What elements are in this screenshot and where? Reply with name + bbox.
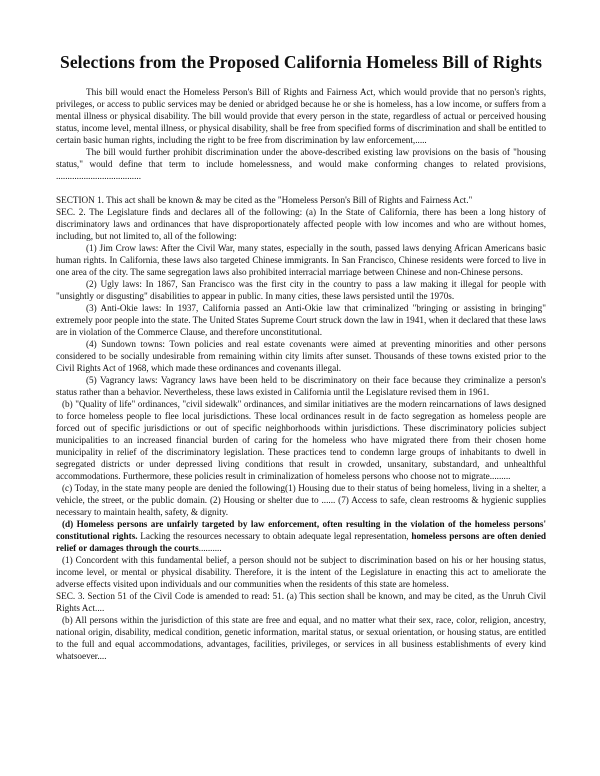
paragraph-b-unruh: (b) All persons within the jurisdiction of this state are free and equal, and no matter what their sex, race, color, religion, ancestry, national origin, disability, medical condition, genetic information, marital status, or sexual orientation, or housing status, are entitled to the full and equal accommodations, advantages, facilities, privileges, or services in all business establishments of every kind whatsoever.... [56, 615, 546, 661]
law-item-jim-crow: (1) Jim Crow laws: After the Civil War, many states, especially in the south, passed laws denying African Americans basic human rights. In California, these laws also targeted Chinese immigrants. In San Francisco, Chinese residents were forced to live in one area of the city. The same segregation laws also prohibited interracial marriage between Chinese and non-Chinese persons. [56, 243, 546, 277]
section-3: SEC. 3. Section 51 of the Civil Code is amended to read: 51. (a) This section shall be known, and may be cited, as the Unruh Civil Rights Act.... [56, 591, 546, 613]
intro-paragraph-1: This bill would enact the Homeless Person's Bill of Rights and Fairness Act, which would provide that no person's rights, privileges, or access to public services may be denied or abridged because he or she is homeless, has a low income, or suffers from a mental illness or physical disability. The bill would provide that every person in the state, regardless of actual or perceived housing status, income level, mental illness, or physical disability, shall be free from specified forms of discrimination and shall be entitled to certain basic human rights, including the right to be free from discrimination by law enforcement,..... [56, 87, 546, 145]
paragraph-d-tail: .......... [198, 543, 222, 553]
law-item-anti-okie: (3) Anti-Okie laws: In 1937, California passed an Anti-Okie law that criminalized "bringing or assisting in bringing" extremely poor people into the state. The United States Supreme Court struck down the law in 1941, when it declared that these laws are in violation of the Commerce Clause, and therefore unconstitutional. [56, 303, 546, 337]
document-title: Selections from the Proposed California Homeless Bill of Rights [59, 52, 542, 72]
intro-paragraph-2: The bill would further prohibit discrimination under the above-described existing law provisions on the basis of "housing status," would define that term to include homelessness, and would make conforming changes to related provisions, ..................................... [56, 147, 546, 181]
law-item-ugly-laws: (2) Ugly laws: In 1867, San Francisco was the first city in the country to pass a law making it illegal for people with "unsightly or disgusting" disabilities to appear in public. In many cities, these laws persisted until the 1970s. [56, 279, 546, 301]
section-1: SECTION 1. This act shall be known & may be cited as the "Homeless Person's Bill of Rights and Fairness Act." [56, 195, 473, 205]
section-2: SEC. 2. The Legislature finds and declares all of the following: (a) In the State of California, there has been a long history of discriminatory laws and ordinances that have disproportionately affected people with low incomes and who are without homes, including, but not limited to, all of the following: [56, 207, 546, 241]
paragraph-1: (1) Concordent with this fundamental belief, a person should not be subject to discrimination based on his or her housing status, income level, or mental or physical disability. Therefore, it is the intent of the Legislature in enacting this act to ameliorate the adverse effects visited upon individuals and our communities when the residents of this state are homeless. [56, 555, 546, 589]
law-item-sundown-towns: (4) Sundown towns: Town policies and real estate covenants were aimed at preventing minorities and other persons considered to be socially undesirable from remaining within city limits after sunset. Thousands of these towns existed prior to the Civil Rights Act of 1968, which made these ordinances and covenants illegal. [56, 339, 546, 373]
paragraph-d [56, 518, 546, 554]
law-item-vagrancy: (5) Vagrancy laws: Vagrancy laws have been held to be discriminatory on their face because they criminalize a person's status rather than a behavior. Nevertheless, these laws existed in California until the Legislature revised them in 1961. [56, 375, 546, 397]
paragraph-d-text: Lacking the resources necessary to obtain adequate legal representation, [137, 531, 409, 541]
paragraph-b: (b) "Quality of life" ordinances, "civil sidewalk" ordinances, and similar initiatives are the modern reincarnations of laws designed to force homeless people to flee local jurisdictions. These local ordinances result in de facto segregation as homeless people are forced out of specific jurisdictions or out of specific neighborhoods within jurisdictions. These discriminatory policies subject municipalities to an increased financial burden of caring for the homeless who have migrated there from their chosen home municipality in relief of the discriminatory legislation. These practices tend to condemn large groups of inhabitants to dwell in segregated districts or under depressed living conditions that result in crowded, unsanitary, substandard, and unhealthful accommodations. Furthermore, these policies result in criminalization of homeless persons who choose not to migrate......... [56, 399, 546, 481]
paragraph-c: (c) Today, in the state many people are denied the following(1) Housing due to their status of being homeless, living in a shelter, a vehicle, the street, or the public domain. (2) Housing or shelter due to ...... (7) Access to safe, clean restrooms & hygienic supplies necessary to maintain health, safety, & dignity. [56, 483, 546, 517]
paragraph-d-bold: (d) Homeless persons are unfairly targeted by law enforcement, often resulting in the violation of the homeless persons' constitutional rights. [56, 519, 546, 541]
paragraph-d-bold-2: homeless persons are often denied relief or damages through the courts [56, 531, 547, 553]
section-gap [56, 182, 546, 194]
